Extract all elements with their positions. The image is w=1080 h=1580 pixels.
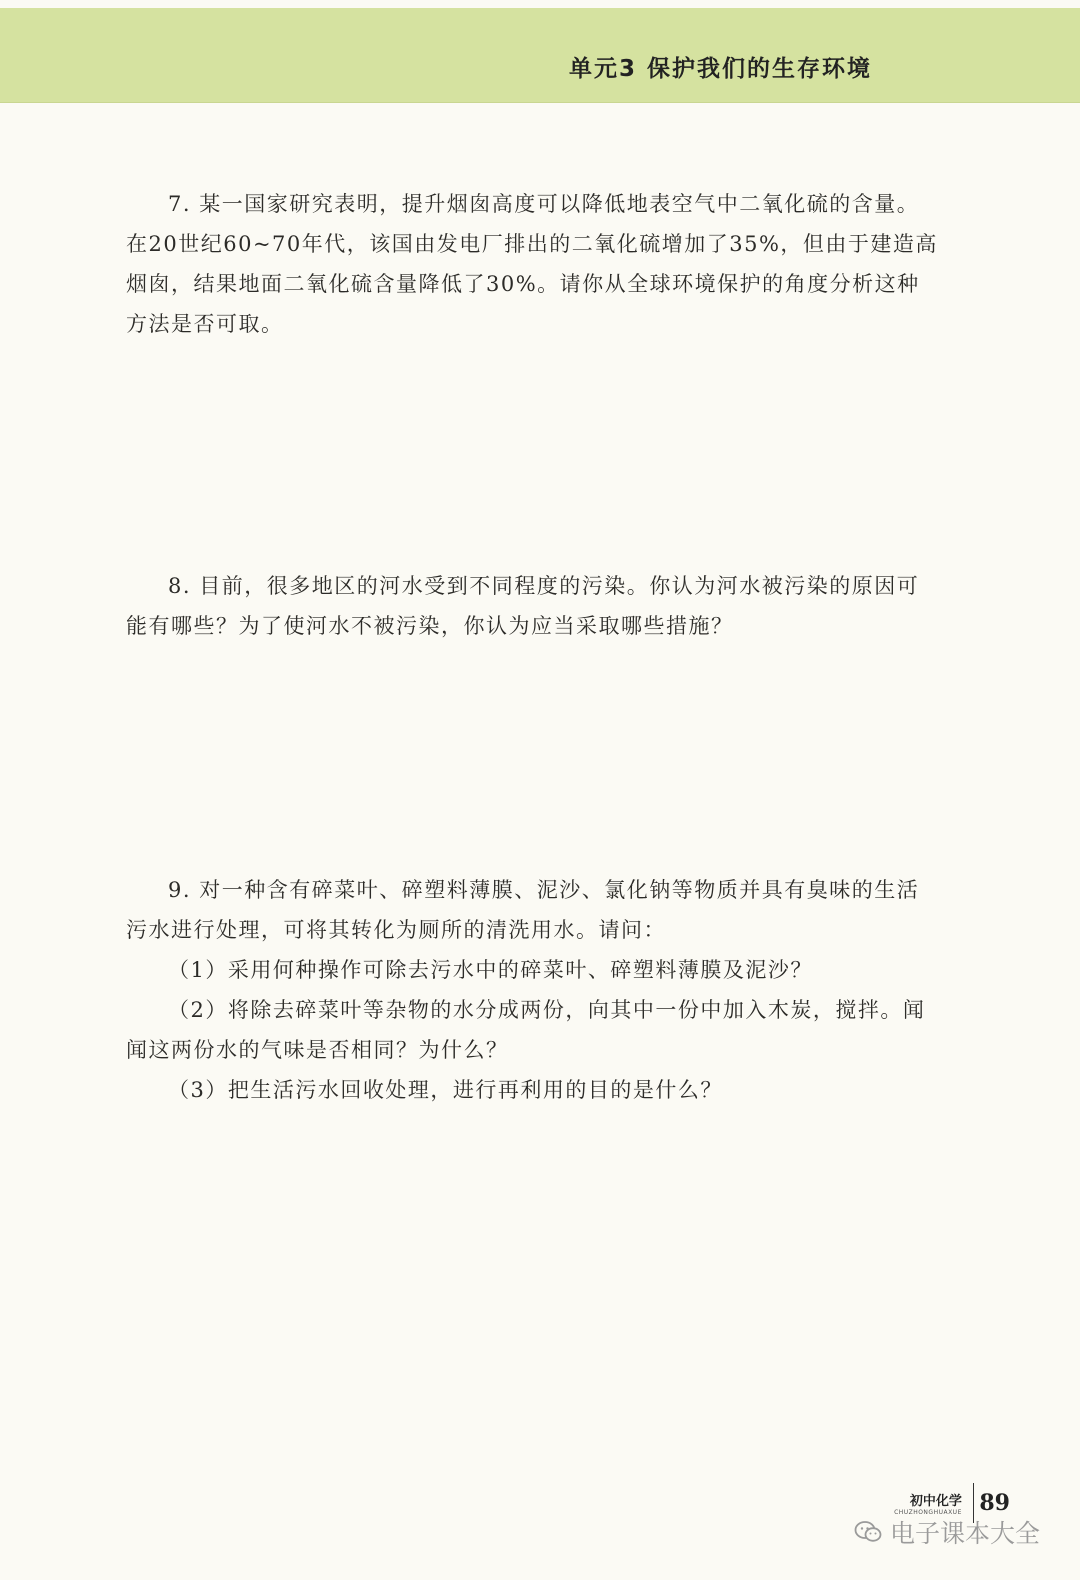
question-9-sub-3: （3）把生活污水回收处理，进行再利用的目的是什么？ [168, 1078, 723, 1102]
question-9 [126, 870, 940, 1110]
subject-block [894, 1490, 962, 1516]
question-7 [126, 184, 940, 344]
watermark-text: 电子课本大全 [889, 1519, 1040, 1548]
question-7-text: 7. 某一国家研究表明，提升烟囱高度可以降低地表空气中二氧化硫的含量。在20世纪60~70年代，该国由发电厂排出的二氧化硫增加了35%，但由于建造高烟囱，结果地面二氧化硫含量降低了30%。请你从全球环境保护的角度分析这种方法是否可取。 [126, 192, 938, 336]
question-9-sub-1: （1）采用何种操作可除去污水中的碎菜叶、碎塑料薄膜及泥沙？ [168, 958, 813, 982]
watermark [854, 1514, 1040, 1550]
question-9-stem: 9. 对一种含有碎菜叶、碎塑料薄膜、泥沙、氯化钠等物质并具有臭味的生活污水进行处理，可将其转化为厕所的清洗用水。请问： [126, 878, 920, 942]
subject-pinyin: CHUZHONGHUAXUE [894, 1509, 962, 1516]
unit-header-band [0, 8, 1080, 103]
page-number: 89 [979, 1490, 1010, 1516]
question-9-sub-2: （2）将除去碎菜叶等杂物的水分成两份，向其中一份中加入木炭，搅拌。闻闻这两份水的气味是否相同？为什么？ [126, 998, 926, 1062]
unit-title: 单元3 保护我们的生存环境 [568, 56, 872, 82]
question-8-text: 8. 目前，很多地区的河水受到不同程度的污染。你认为河水被污染的原因可能有哪些？为了使河水不被污染，你认为应当采取哪些措施？ [126, 574, 920, 638]
wechat-icon [854, 1520, 882, 1544]
question-8 [126, 566, 940, 646]
subject-label: 初中化学 [909, 1494, 962, 1509]
